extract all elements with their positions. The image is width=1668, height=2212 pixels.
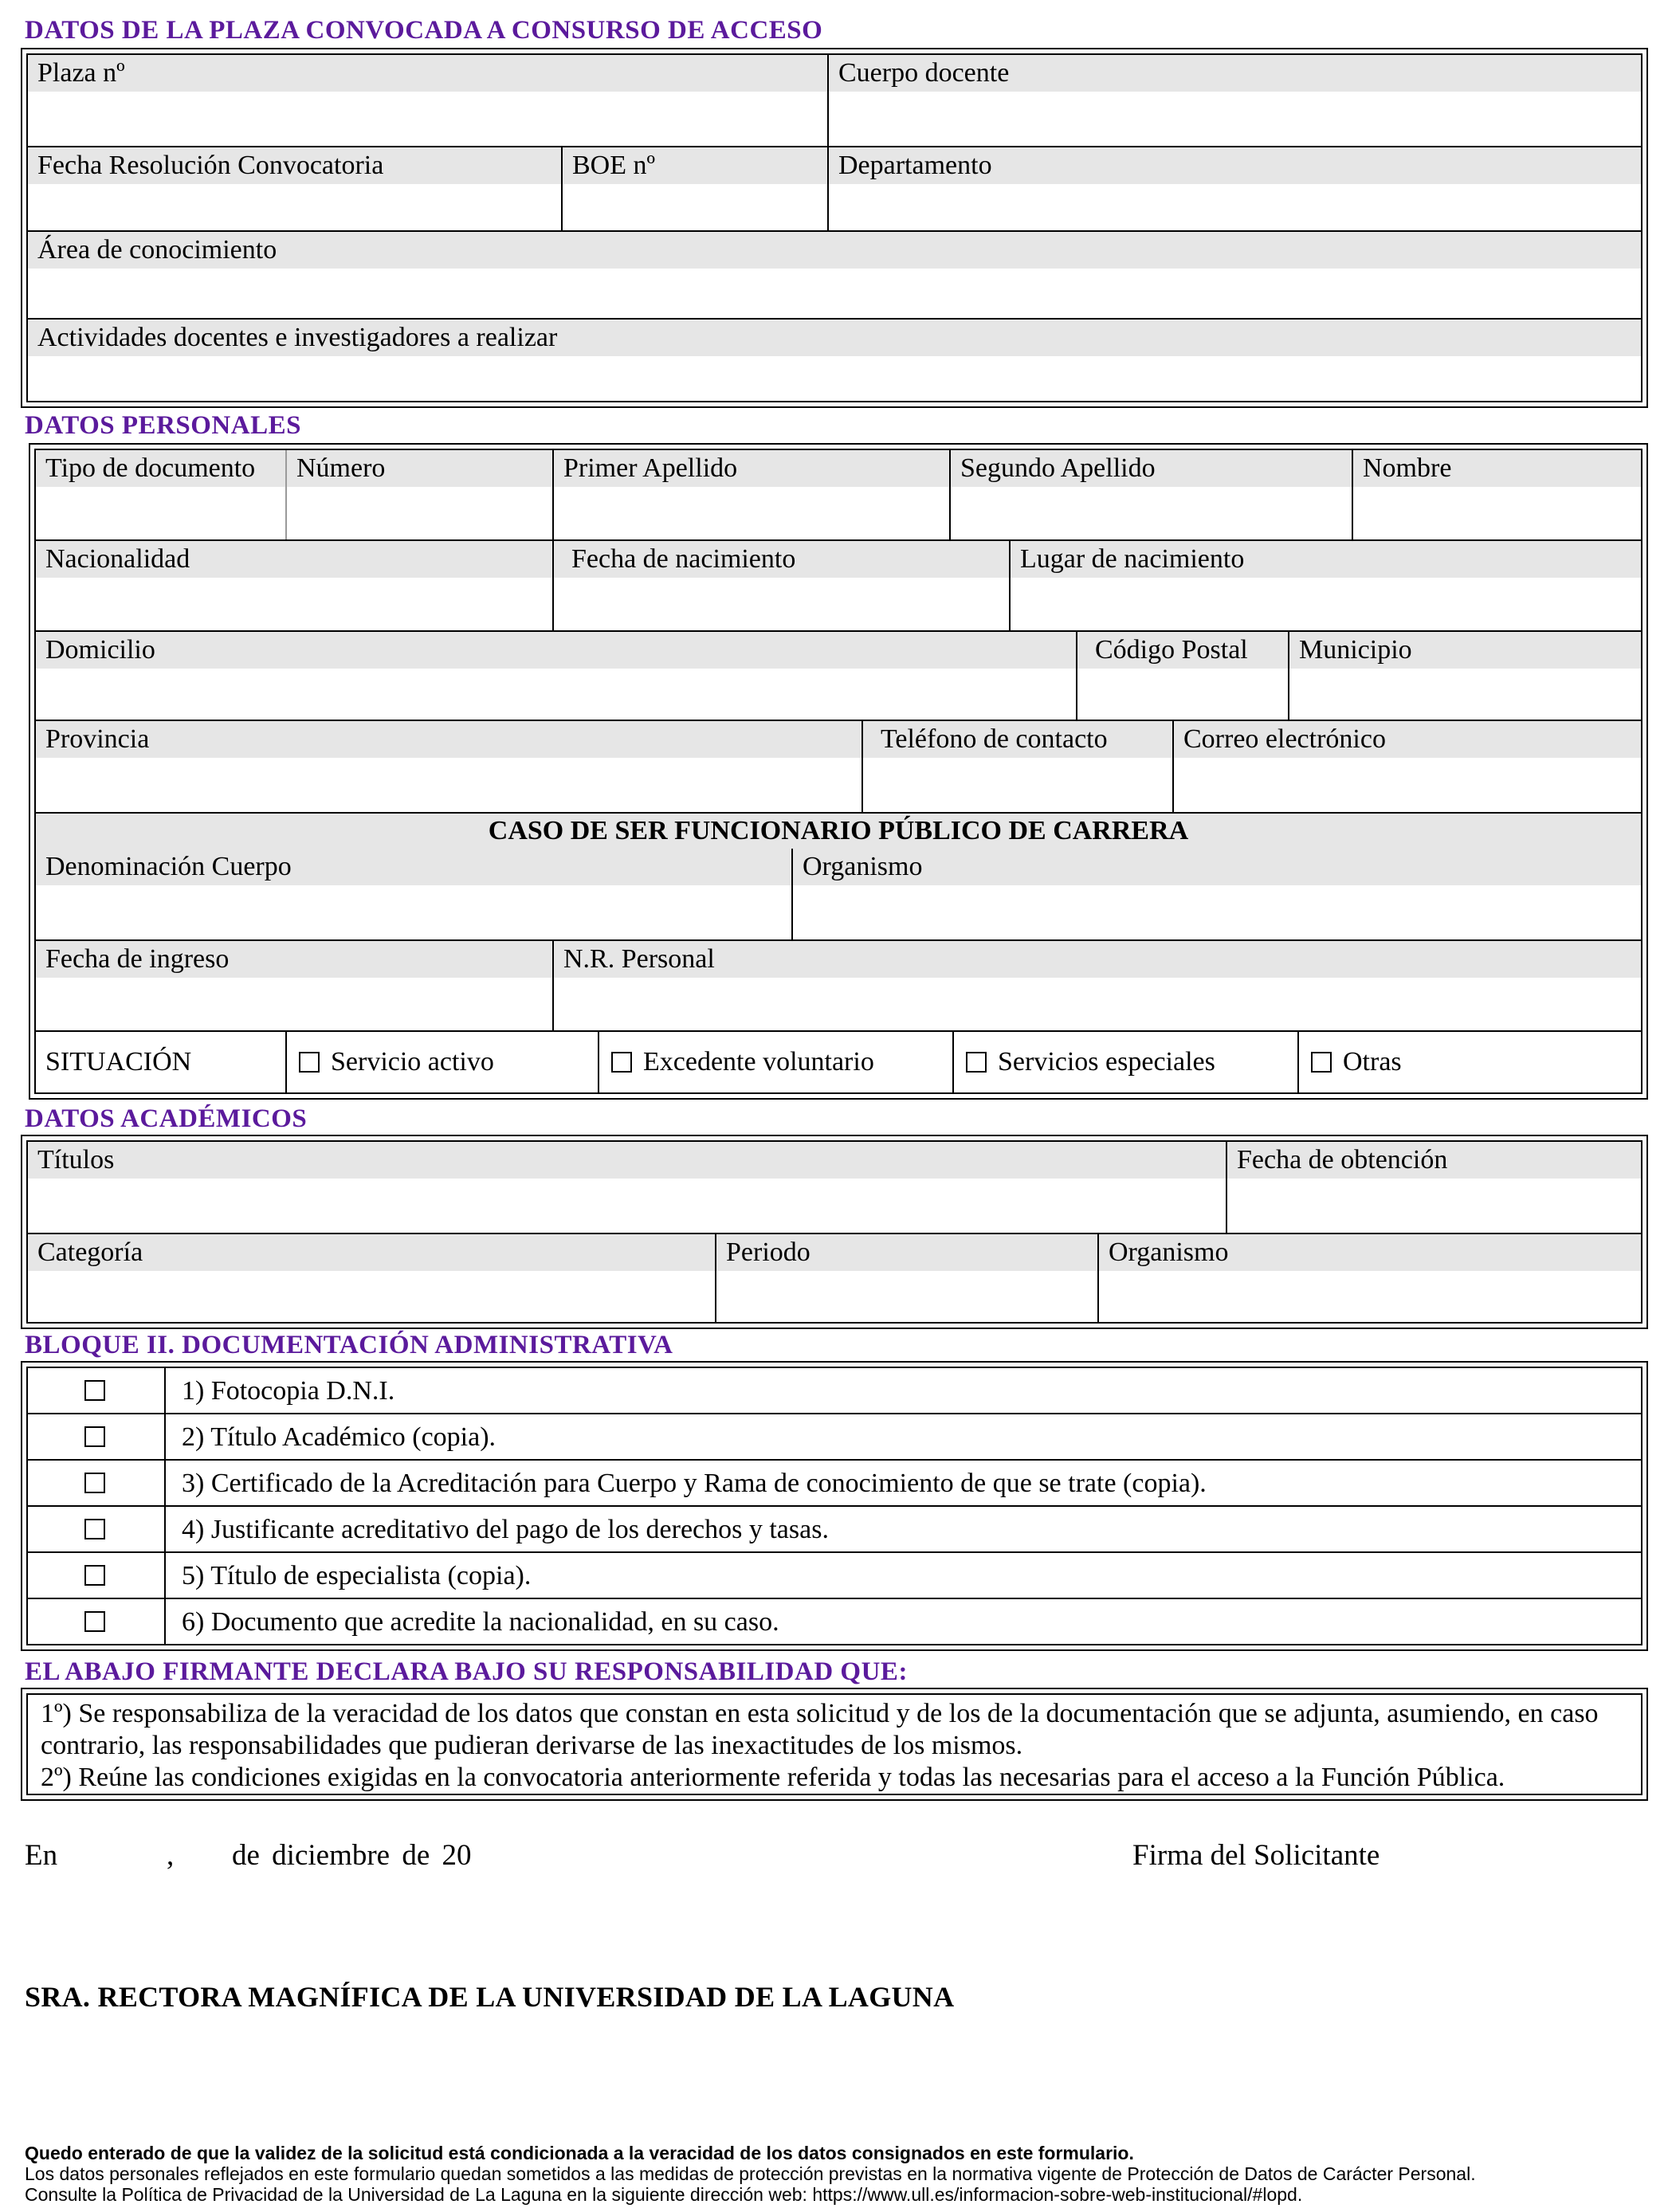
primer-apellido-label: Primer Apellido: [554, 450, 949, 487]
checkbox-excedente-voluntario[interactable]: [611, 1052, 632, 1073]
plaza-n-field[interactable]: [28, 55, 827, 146]
servicio-activo-label: Servicio activo: [331, 1047, 494, 1077]
academicos-inner: [26, 1140, 1642, 1324]
firma-solicitante-label: Firma del Solicitante: [1132, 1839, 1380, 1872]
situacion-excedente-voluntario[interactable]: [611, 1046, 874, 1078]
funcionario-title-bar: [36, 814, 1641, 849]
fecha-obtencion-field[interactable]: [1227, 1142, 1641, 1233]
doc-item-3: 3) Certificado de la Acreditación para Cuerpo y Rama de conocimiento de que se trate (copia).: [182, 1469, 1207, 1498]
fecha-resolucion-field[interactable]: [28, 147, 561, 230]
titulos-field[interactable]: [28, 1142, 1226, 1233]
situacion-servicios-especiales[interactable]: [966, 1046, 1215, 1078]
situacion-label: SITUACIÓN: [45, 1047, 192, 1077]
doc-row[interactable]: [28, 1553, 1641, 1598]
fecha-resolucion-label: Fecha Resolución Convocatoria: [28, 147, 561, 184]
footer-line-2: Los datos personales reflejados en este formulario quedan sometidos a las medidas de protección previstas en la normativa vigente de Protección de Datos de Carácter Personal.: [25, 2163, 1476, 2184]
area-conocimiento-field[interactable]: [28, 232, 1641, 318]
section-title-plaza: DATOS DE LA PLAZA CONVOCADA A CONSURSO DE ACCESO: [25, 16, 823, 45]
situacion-otras[interactable]: [1311, 1046, 1402, 1078]
doc-item-2: 2) Título Académico (copia).: [182, 1422, 496, 1452]
doc-row[interactable]: [28, 1368, 1641, 1413]
checkbox-doc-2[interactable]: [84, 1426, 105, 1447]
divider: [561, 147, 563, 230]
section-title-academicos: DATOS ACADÉMICOS: [25, 1104, 308, 1133]
telefono-label: Teléfono de contacto: [863, 721, 1172, 758]
academicos-box: [21, 1135, 1648, 1329]
divider: [827, 147, 829, 230]
checkbox-servicios-especiales[interactable]: [966, 1052, 987, 1073]
funcionario-title: CASO DE SER FUNCIONARIO PÚBLICO DE CARRERA: [488, 816, 1189, 845]
situacion-servicio-activo[interactable]: [299, 1046, 494, 1078]
denominacion-cuerpo-field[interactable]: [36, 849, 791, 939]
fecha-nacimiento-field[interactable]: [554, 541, 1009, 630]
departamento-label: Departamento: [829, 147, 1641, 184]
doc-item-6: 6) Documento que acredite la nacionalidad, en su caso.: [182, 1607, 779, 1637]
fecha-nacimiento-label: Fecha de nacimiento: [554, 541, 1009, 578]
municipio-field[interactable]: [1289, 632, 1641, 720]
declaracion-box: [21, 1688, 1648, 1801]
plaza-n-label: Plaza nº: [28, 55, 827, 92]
telefono-field[interactable]: [863, 721, 1172, 812]
checkbox-doc-1[interactable]: [84, 1380, 105, 1401]
nr-personal-field[interactable]: [554, 941, 1641, 1030]
boe-n-field[interactable]: [563, 147, 827, 230]
otras-label: Otras: [1343, 1047, 1402, 1077]
personales-box: [29, 443, 1648, 1100]
domicilio-label: Domicilio: [36, 632, 1076, 669]
periodo-label: Periodo: [716, 1234, 1097, 1271]
fecha-obtencion-label: Fecha de obtención: [1227, 1142, 1641, 1179]
nacionalidad-label: Nacionalidad: [36, 541, 552, 578]
firma-fecha: de diciembre de 20: [232, 1839, 472, 1872]
categoria-label: Categoría: [28, 1234, 715, 1271]
doc-item-5: 5) Título de especialista (copia).: [182, 1561, 532, 1590]
divider: [827, 55, 829, 146]
periodo-field[interactable]: [716, 1234, 1097, 1322]
checkbox-doc-5[interactable]: [84, 1565, 105, 1586]
domicilio-field[interactable]: [36, 632, 1076, 720]
primer-apellido-field[interactable]: [554, 450, 949, 539]
organismo-academico-label: Organismo: [1099, 1234, 1641, 1271]
denominacion-cuerpo-label: Denominación Cuerpo: [36, 849, 791, 885]
declaracion-p1: 1º) Se responsabiliza de la veracidad de los datos que constan en esta solicitud y de los de la documentación que se adjunta, asumiendo, en caso contrario, las responsabilidades que pudieran derivarse de las inexactitudes de los mismos.: [41, 1699, 1599, 1760]
section-title-personales: DATOS PERSONALES: [25, 411, 301, 440]
organismo-academico-field[interactable]: [1099, 1234, 1641, 1322]
area-conocimiento-label: Área de conocimiento: [28, 232, 1641, 269]
codigo-postal-field[interactable]: [1077, 632, 1288, 720]
doc-item-4: 4) Justificante acreditativo del pago de los derechos y tasas.: [182, 1515, 829, 1544]
documentacion-inner: [26, 1367, 1642, 1645]
nombre-field[interactable]: [1353, 450, 1641, 539]
declaracion-text: [41, 1698, 1628, 1794]
tipo-documento-field[interactable]: [36, 450, 285, 539]
checkbox-servicio-activo[interactable]: [299, 1052, 320, 1073]
actividades-label: Actividades docentes e investigadores a realizar: [28, 320, 1641, 356]
titulos-label: Títulos: [28, 1142, 1226, 1179]
divider: [952, 1032, 954, 1092]
fecha-ingreso-label: Fecha de ingreso: [36, 941, 552, 978]
divider: [36, 1030, 1641, 1032]
nr-personal-label: N.R. Personal: [554, 941, 1641, 978]
segundo-apellido-field[interactable]: [951, 450, 1352, 539]
departamento-field[interactable]: [829, 147, 1641, 230]
organismo-personal-label: Organismo: [793, 849, 1641, 885]
municipio-label: Municipio: [1289, 632, 1641, 669]
nacionalidad-field[interactable]: [36, 541, 552, 630]
segundo-apellido-label: Segundo Apellido: [951, 450, 1352, 487]
tipo-documento-label: Tipo de documento: [36, 450, 285, 487]
checkbox-doc-3[interactable]: [84, 1473, 105, 1493]
section-title-bloque2: BLOQUE II. DOCUMENTACIÓN ADMINISTRATIVA: [25, 1331, 673, 1359]
numero-field[interactable]: [287, 450, 552, 539]
excedente-voluntario-label: Excedente voluntario: [643, 1047, 874, 1077]
divider: [285, 1032, 287, 1092]
doc-row[interactable]: [28, 1414, 1641, 1459]
footer-line-1: Quedo enterado de que la validez de la solicitud está condicionada a la veracidad de los datos consignados en este formulario.: [25, 2143, 1134, 2163]
correo-field[interactable]: [1174, 721, 1641, 812]
doc-row[interactable]: [28, 1507, 1641, 1551]
firma-coma: ,: [167, 1839, 175, 1872]
nombre-label: Nombre: [1353, 450, 1641, 487]
declaracion-p2: 2º) Reúne las condiciones exigidas en la convocatoria anteriormente referida y todas las necesarias para el acceso a la Función Pública.: [41, 1763, 1505, 1792]
organismo-personal-field[interactable]: [793, 849, 1641, 939]
plaza-inner: [26, 53, 1642, 402]
checkbox-doc-6[interactable]: [84, 1611, 105, 1632]
doc-item-1: 1) Fotocopia D.N.I.: [182, 1376, 395, 1406]
numero-label: Número: [287, 450, 552, 487]
checkbox-otras[interactable]: [1311, 1052, 1332, 1073]
checkbox-doc-4[interactable]: [84, 1519, 105, 1539]
servicios-especiales-label: Servicios especiales: [998, 1047, 1215, 1077]
cuerpo-docente-label: Cuerpo docente: [829, 55, 1641, 92]
personales-inner: [34, 449, 1642, 1094]
documentacion-box: [21, 1361, 1648, 1651]
provincia-field[interactable]: [36, 721, 861, 812]
firma-en: En: [25, 1839, 58, 1872]
actividades-field[interactable]: [28, 320, 1641, 404]
declaracion-inner: [26, 1693, 1642, 1795]
lugar-nacimiento-label: Lugar de nacimiento: [1011, 541, 1641, 578]
destinatario: SRA. RECTORA MAGNÍFICA DE LA UNIVERSIDAD DE LA LAGUNA: [25, 1981, 955, 2013]
divider: [1297, 1032, 1299, 1092]
section-title-declara: EL ABAJO FIRMANTE DECLARA BAJO SU RESPONSABILIDAD QUE:: [25, 1657, 908, 1686]
doc-row[interactable]: [28, 1461, 1641, 1505]
categoria-field[interactable]: [28, 1234, 715, 1322]
correo-label: Correo electrónico: [1174, 721, 1641, 758]
footer-line-3: Consulte la Política de Privacidad de la Universidad de La Laguna en la siguiente dirección web: https://www.ull.es/informacion-sobre-web-institucional/#lopd.: [25, 2184, 1303, 2205]
fecha-ingreso-field[interactable]: [36, 941, 552, 1030]
boe-n-label: BOE nº: [563, 147, 827, 184]
plaza-box: [21, 48, 1648, 408]
codigo-postal-label: Código Postal: [1077, 632, 1288, 669]
cuerpo-docente-field[interactable]: [829, 55, 1641, 146]
doc-row[interactable]: [28, 1599, 1641, 1644]
divider: [598, 1032, 599, 1092]
provincia-label: Provincia: [36, 721, 861, 758]
lugar-nacimiento-field[interactable]: [1011, 541, 1641, 630]
